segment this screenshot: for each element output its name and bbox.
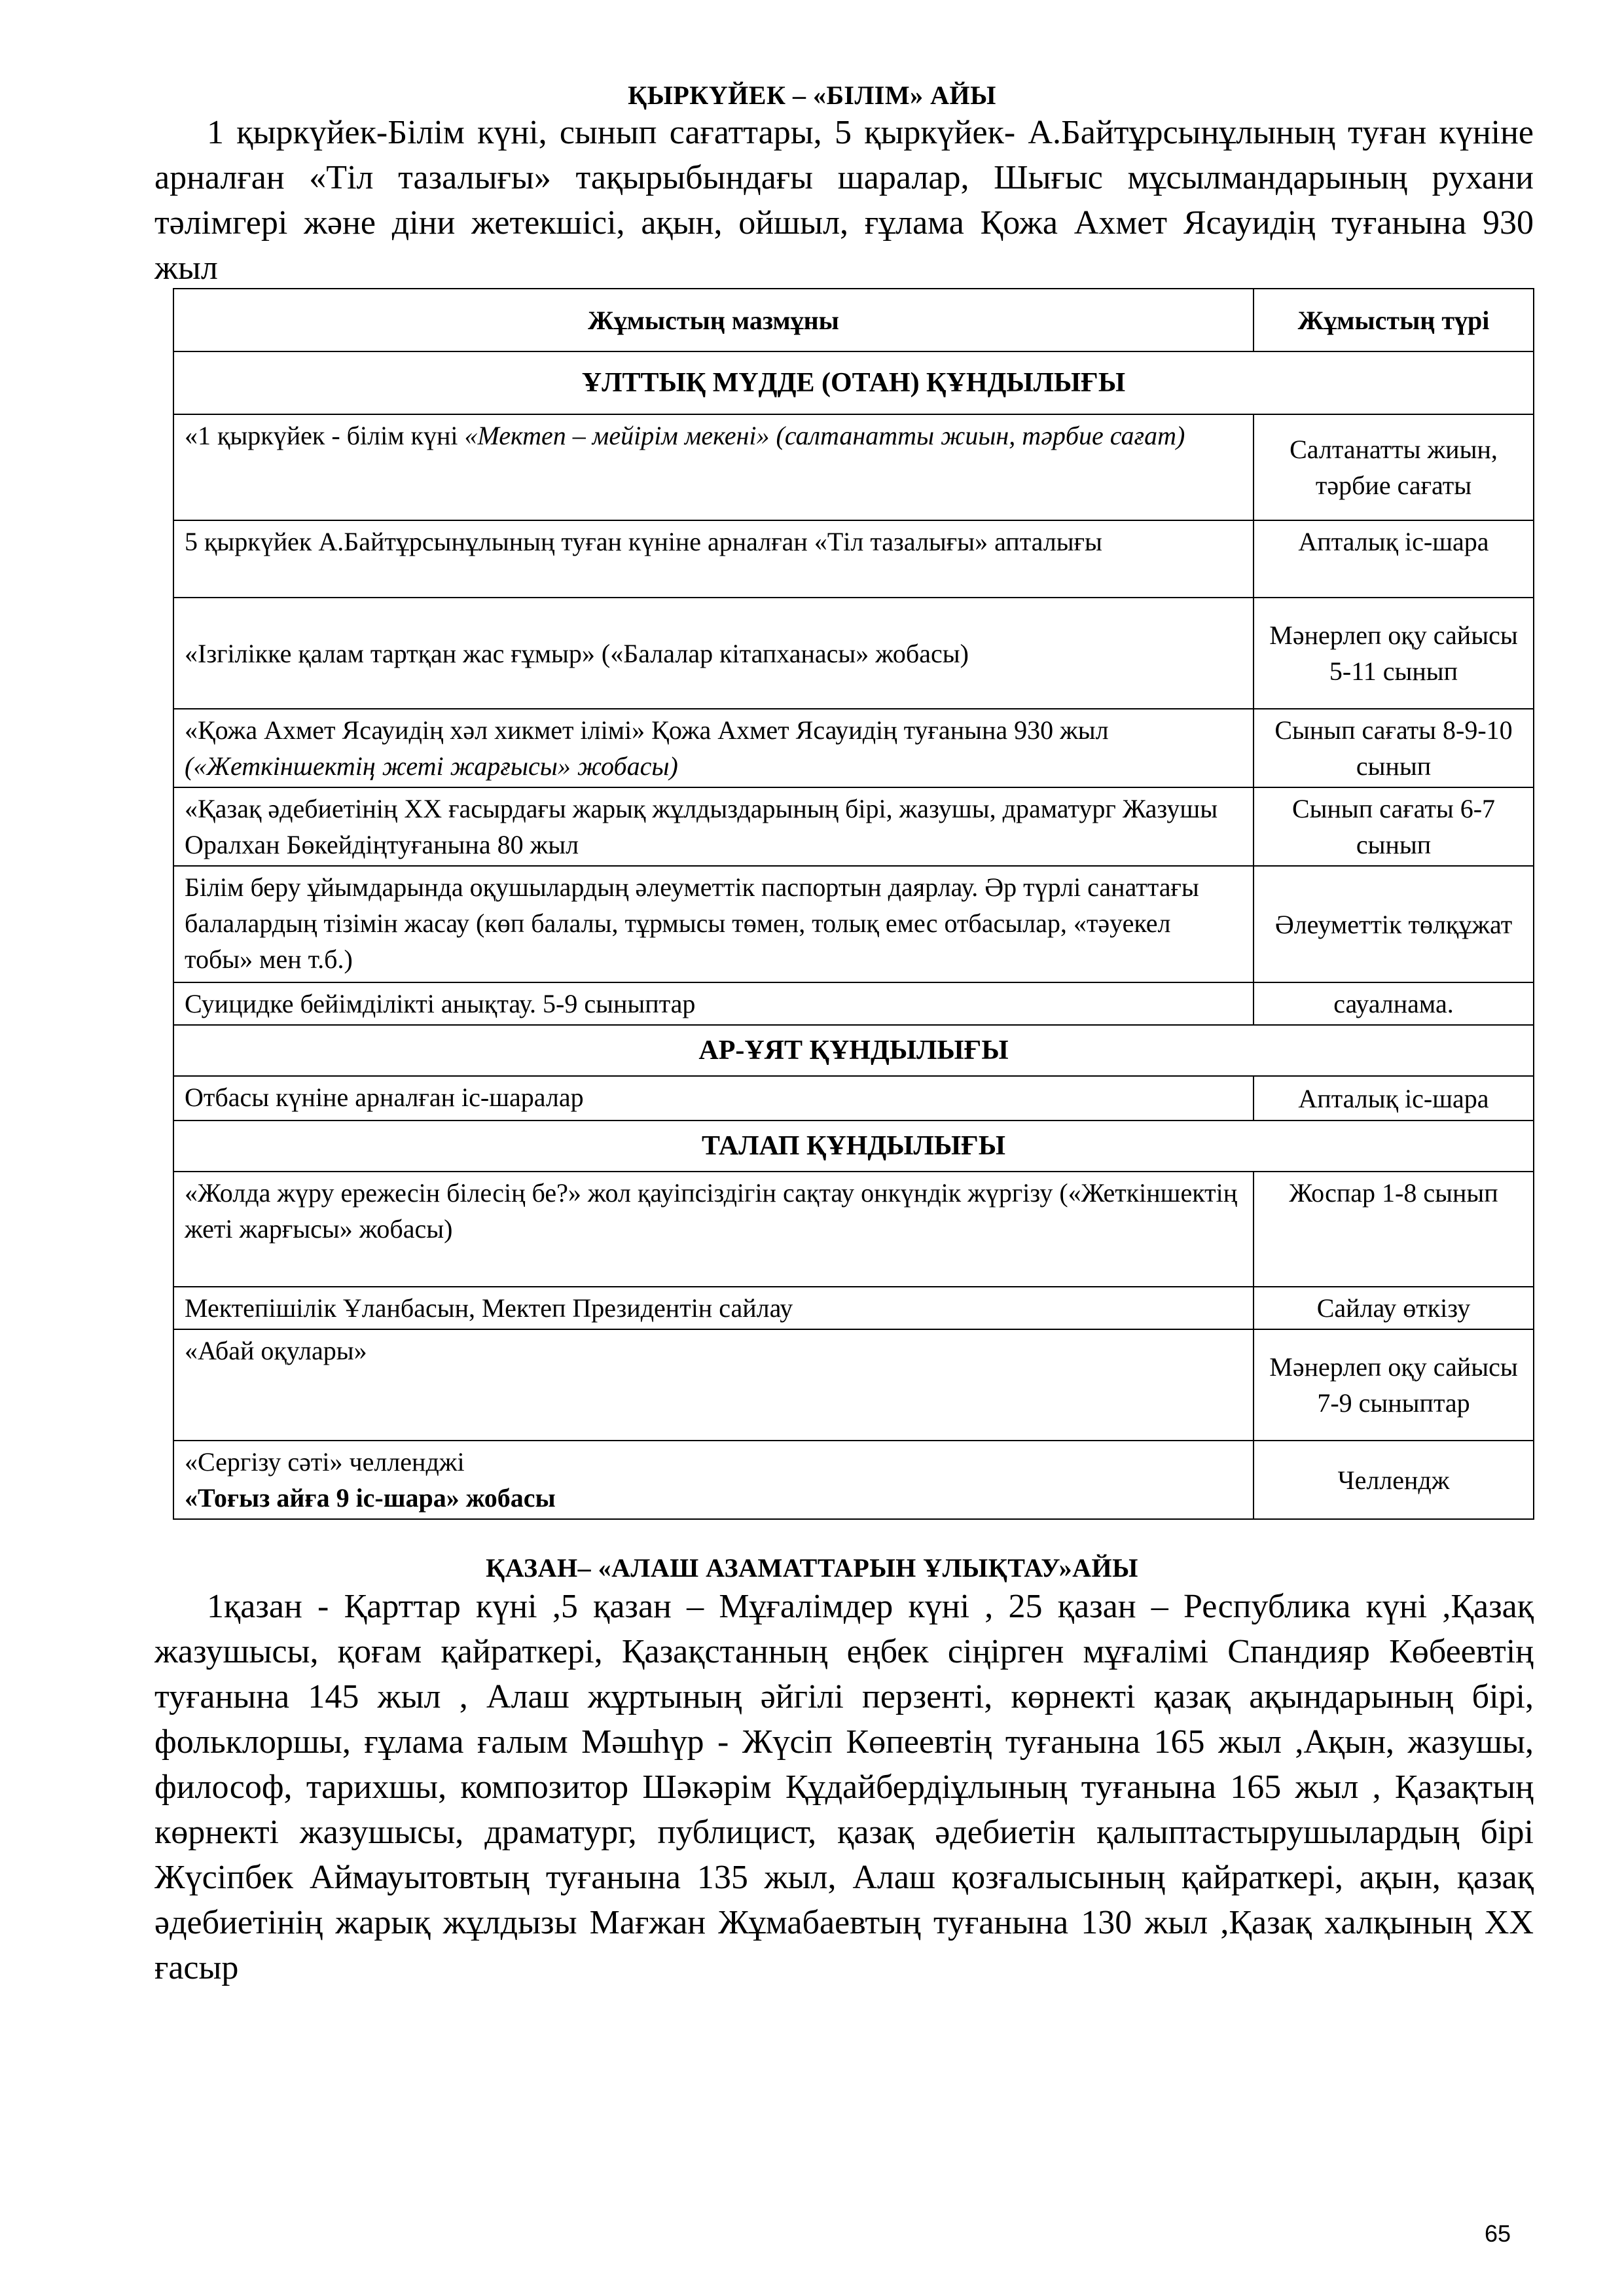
- row-type: Апталық іс-шара: [1254, 520, 1534, 598]
- october-heading: ҚАЗАН– «АЛАШ АЗАМАТТАРЫН ҰЛЫҚТАУ»АЙЫ: [486, 1553, 1138, 1583]
- table-row: [173, 787, 1534, 866]
- row-type: Мәнерлеп оқу сайысы 7-9 сыныптар: [1254, 1329, 1534, 1441]
- table-row: [173, 866, 1534, 982]
- page-number: 65: [1485, 2220, 1511, 2247]
- september-intro: [154, 110, 1534, 291]
- table-row: [173, 1172, 1534, 1287]
- table-row: [173, 1287, 1534, 1329]
- section-row: [173, 1025, 1534, 1076]
- table-row: [173, 598, 1534, 709]
- table-row: [173, 982, 1534, 1025]
- row-content: «Сергізу сәті» челленджі «Тоғыз айға 9 іс-шара» жобасы: [173, 1441, 1254, 1519]
- row-type: Әлеуметтік төлқұжат: [1254, 866, 1534, 982]
- row-type: сауалнама.: [1254, 982, 1534, 1025]
- row-content: «Ізгілікке қалам тартқан жас ғұмыр» («Балалар кітапханасы» жобасы): [173, 598, 1254, 709]
- row-content: «1 қыркүйек - білім күні «Мектеп – мейірім мекені» (салтанатты жиын, тәрбие сағат): [173, 414, 1254, 520]
- september-heading: ҚЫРКҮЙЕК – «БІЛІМ» АЙЫ: [628, 81, 996, 110]
- table-row: [173, 709, 1534, 787]
- section-national-interest: ҰЛТТЫҚ МҮДДЕ (ОТАН) ҚҰНДЫЛЫҒЫ: [173, 351, 1534, 414]
- section-row: [173, 351, 1534, 414]
- row-content: Суицидке бейімділікті анықтау. 5-9 сыныптар: [173, 982, 1254, 1025]
- row-content: 5 қыркүйек А.Байтұрсынұлының туған күніне арналған «Тіл тазалығы» апталығы: [173, 520, 1254, 598]
- row-type: Челлендж: [1254, 1441, 1534, 1519]
- row-type: Сайлау өткізу: [1254, 1287, 1534, 1329]
- header-content: Жұмыстың мазмұны: [173, 289, 1254, 351]
- row-content: «Қазақ әдебиетінің XX ғасырдағы жарық жұлдыздарының бірі, жазушы, драматург Жазушы Оралхан Бөкейдіңтуғанына 80 жыл: [173, 787, 1254, 866]
- row-type: Сынып сағаты 6-7 сынып: [1254, 787, 1534, 866]
- row-content: Мектепішілік Ұланбасын, Мектеп Президентін сайлау: [173, 1287, 1254, 1329]
- section-aspiration: ТАЛАП ҚҰНДЫЛЫҒЫ: [173, 1121, 1534, 1172]
- work-plan-table: [173, 288, 1534, 1520]
- row-content: «Абай оқулары»: [173, 1329, 1254, 1441]
- section-honor: АР-ҰЯТ ҚҰНДЫЛЫҒЫ: [173, 1025, 1534, 1076]
- table-header-row: [173, 289, 1534, 351]
- october-intro: [154, 1584, 1534, 1990]
- row-type: Салтанатты жиын, тәрбие сағаты: [1254, 414, 1534, 520]
- row-type: Мәнерлеп оқу сайысы 5-11 сынып: [1254, 598, 1534, 709]
- row-type: Жоспар 1-8 сынып: [1254, 1172, 1534, 1287]
- table-row: [173, 1441, 1534, 1519]
- row-content: Білім беру ұйымдарында оқушылардың әлеуметтік паспортын даярлау. Әр түрлі санаттағы балалардың тізімін жасау (көп балалы, тұрмысы төмен, толық емес отбасылар, «тәуекел тобы» мен т.б.): [173, 866, 1254, 982]
- table-row: [173, 1076, 1534, 1121]
- row-content: Отбасы күніне арналған іс-шаралар: [173, 1076, 1254, 1121]
- october-intro-text: 1қазан - Қарттар күні ,5 қазан – Мұғалімдер күні , 25 қазан – Республика күні ,Қазақ жазушысы, қоғам қайраткері, Қазақстанның еңбек сіңірген мұғалімі Спандияр Көбеевтің туғанына 145 жыл , Алаш жұртының әйгілі перзенті, көрнекті қазақ ақындарының бірі, фольклоршы, ғұлама ғалым Мәшһүр - Жүсіп Көпеевтің туғанына 165 жыл ,Ақын, жазушы, философ, тарихшы, композитор Шәкәрім Құдайбердіұлының туғанына 165 жыл , Қазақтың көрнекті жазушысы, драматург, публицист, қазақ әдебиетін қалыптастырушылардың бірі Жүсіпбек Аймауытовтың туғанына 135 жыл, Алаш қозғалысының қайраткері, ақын, қазақ әдебиетінің жарық жұлдызы Мағжан Жұмабаевтың туғанына 130 жыл ,Қазақ халқының XX ғасыр: [154, 1588, 1534, 1986]
- row-type: Сынып сағаты 8-9-10 сынып: [1254, 709, 1534, 787]
- section-row: [173, 1121, 1534, 1172]
- header-type: Жұмыстың түрі: [1254, 289, 1534, 351]
- table-row: [173, 414, 1534, 520]
- september-intro-text: 1 қыркүйек-Білім күні, сынып сағаттары, 5 қыркүйек- А.Байтұрсынұлының туған күніне арналған «Тіл тазалығы» тақырыбындағы шаралар, Шығыс мұсылмандарының рухани тәлімгері және діни жетекшісі, ақын, ойшыл, ғұлама Қожа Ахмет Ясауидің туғанына 930 жыл: [154, 114, 1534, 287]
- row-type: Апталық іс-шара: [1254, 1076, 1534, 1121]
- row-content: «Қожа Ахмет Ясауидің хәл хикмет ілімі» Қожа Ахмет Ясауидің туғанына 930 жыл («Жеткіншектің жеті жарғысы» жобасы): [173, 709, 1254, 787]
- table-row: [173, 1329, 1534, 1441]
- table-row: [173, 520, 1534, 598]
- row-content: «Жолда жүру ережесін білесің бе?» жол қауіпсіздігін сақтау онкүндік жүргізу («Жеткіншектің жеті жарғысы» жобасы): [173, 1172, 1254, 1287]
